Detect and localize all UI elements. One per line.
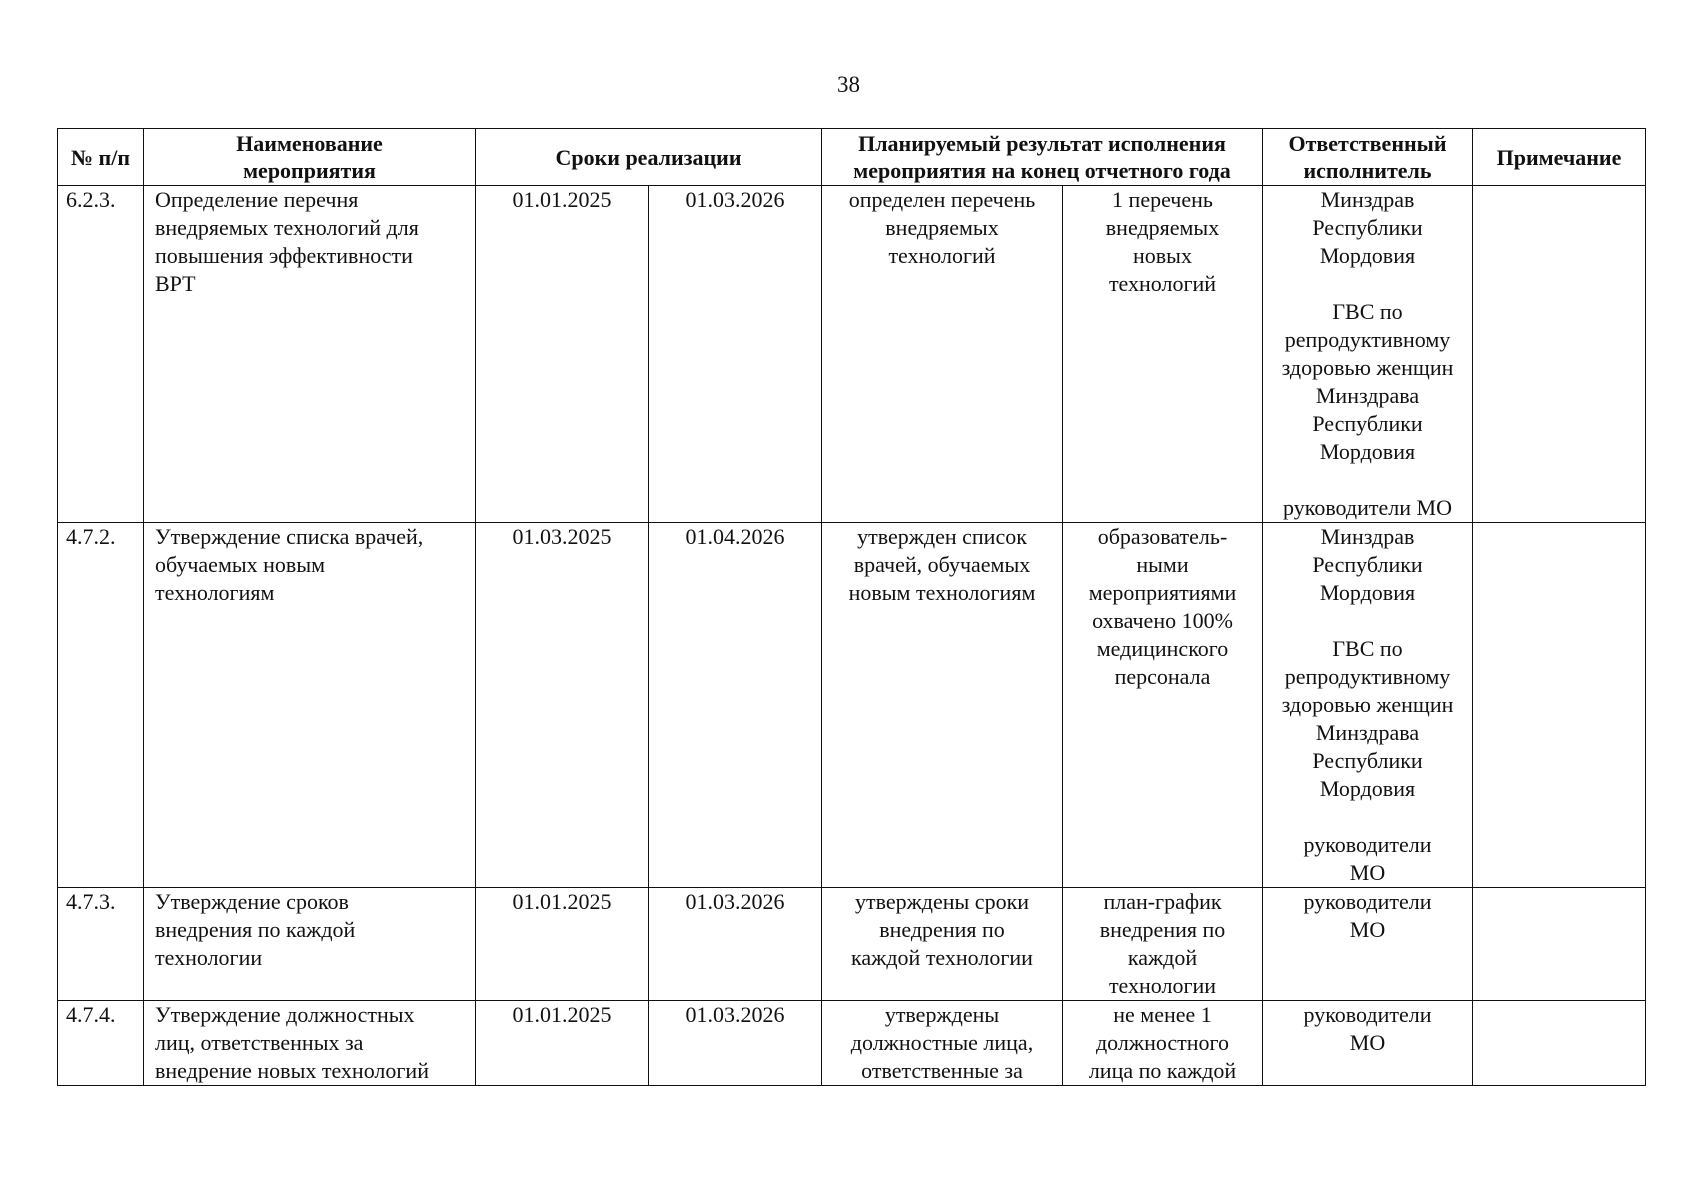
row-start-date: 01.01.2025 — [476, 888, 649, 1001]
table-row — [58, 888, 1646, 1001]
row-indicator: не менее 1 должностного лица по каждой — [1063, 1001, 1263, 1086]
row-start-date: 01.03.2025 — [476, 523, 649, 888]
row-note — [1473, 1001, 1646, 1086]
row-responsible: руководители МО — [1263, 1001, 1473, 1086]
row-number: 6.2.3. — [58, 186, 144, 523]
row-indicator: план-график внедрения по каждой технологии — [1063, 888, 1263, 1001]
table-row — [58, 186, 1646, 523]
header-result: Планируемый результат исполнения мероприятия на конец отчетного года — [822, 129, 1263, 186]
row-number: 4.7.2. — [58, 523, 144, 888]
row-end-date: 01.04.2026 — [649, 523, 822, 888]
row-indicator: образователь- ными мероприятиями охвачено 100% медицинского персонала — [1063, 523, 1263, 888]
row-name: Утверждение сроков внедрения по каждой технологии — [144, 888, 476, 1001]
header-dates: Сроки реализации — [476, 129, 822, 186]
row-result: утверждены должностные лица, ответственные за — [822, 1001, 1063, 1086]
row-end-date: 01.03.2026 — [649, 888, 822, 1001]
row-end-date: 01.03.2026 — [649, 186, 822, 523]
table-row — [58, 1001, 1646, 1086]
row-note — [1473, 186, 1646, 523]
header-note: Примечание — [1473, 129, 1646, 186]
header-num: № п/п — [58, 129, 144, 186]
row-start-date: 01.01.2025 — [476, 186, 649, 523]
header-name: Наименование мероприятия — [144, 129, 476, 186]
action-plan-table — [57, 128, 1646, 1086]
row-number: 4.7.3. — [58, 888, 144, 1001]
table-header-row — [58, 129, 1646, 186]
row-name: Утверждение должностных лиц, ответственных за внедрение новых технологий — [144, 1001, 476, 1086]
row-result: утвержден список врачей, обучаемых новым технологиям — [822, 523, 1063, 888]
row-indicator: 1 перечень внедряемых новых технологий — [1063, 186, 1263, 523]
row-number: 4.7.4. — [58, 1001, 144, 1086]
row-responsible: Минздрав Республики Мордовия ГВС по репродуктивному здоровью женщин Минздрава Республики Мордовия руководители МО — [1263, 523, 1473, 888]
page-number: 38 — [837, 72, 860, 97]
row-result: определен перечень внедряемых технологий — [822, 186, 1063, 523]
row-note — [1473, 523, 1646, 888]
table-row — [58, 523, 1646, 888]
row-result: утверждены сроки внедрения по каждой технологии — [822, 888, 1063, 1001]
row-name: Определение перечня внедряемых технологий для повышения эффективности ВРТ — [144, 186, 476, 523]
row-start-date: 01.01.2025 — [476, 1001, 649, 1086]
row-end-date: 01.03.2026 — [649, 1001, 822, 1086]
row-responsible: Минздрав Республики Мордовия ГВС по репродуктивному здоровью женщин Минздрава Республики Мордовия руководители МО — [1263, 186, 1473, 523]
row-responsible: руководители МО — [1263, 888, 1473, 1001]
row-name: Утверждение списка врачей, обучаемых новым технологиям — [144, 523, 476, 888]
row-note — [1473, 888, 1646, 1001]
header-responsible: Ответственный исполнитель — [1263, 129, 1473, 186]
